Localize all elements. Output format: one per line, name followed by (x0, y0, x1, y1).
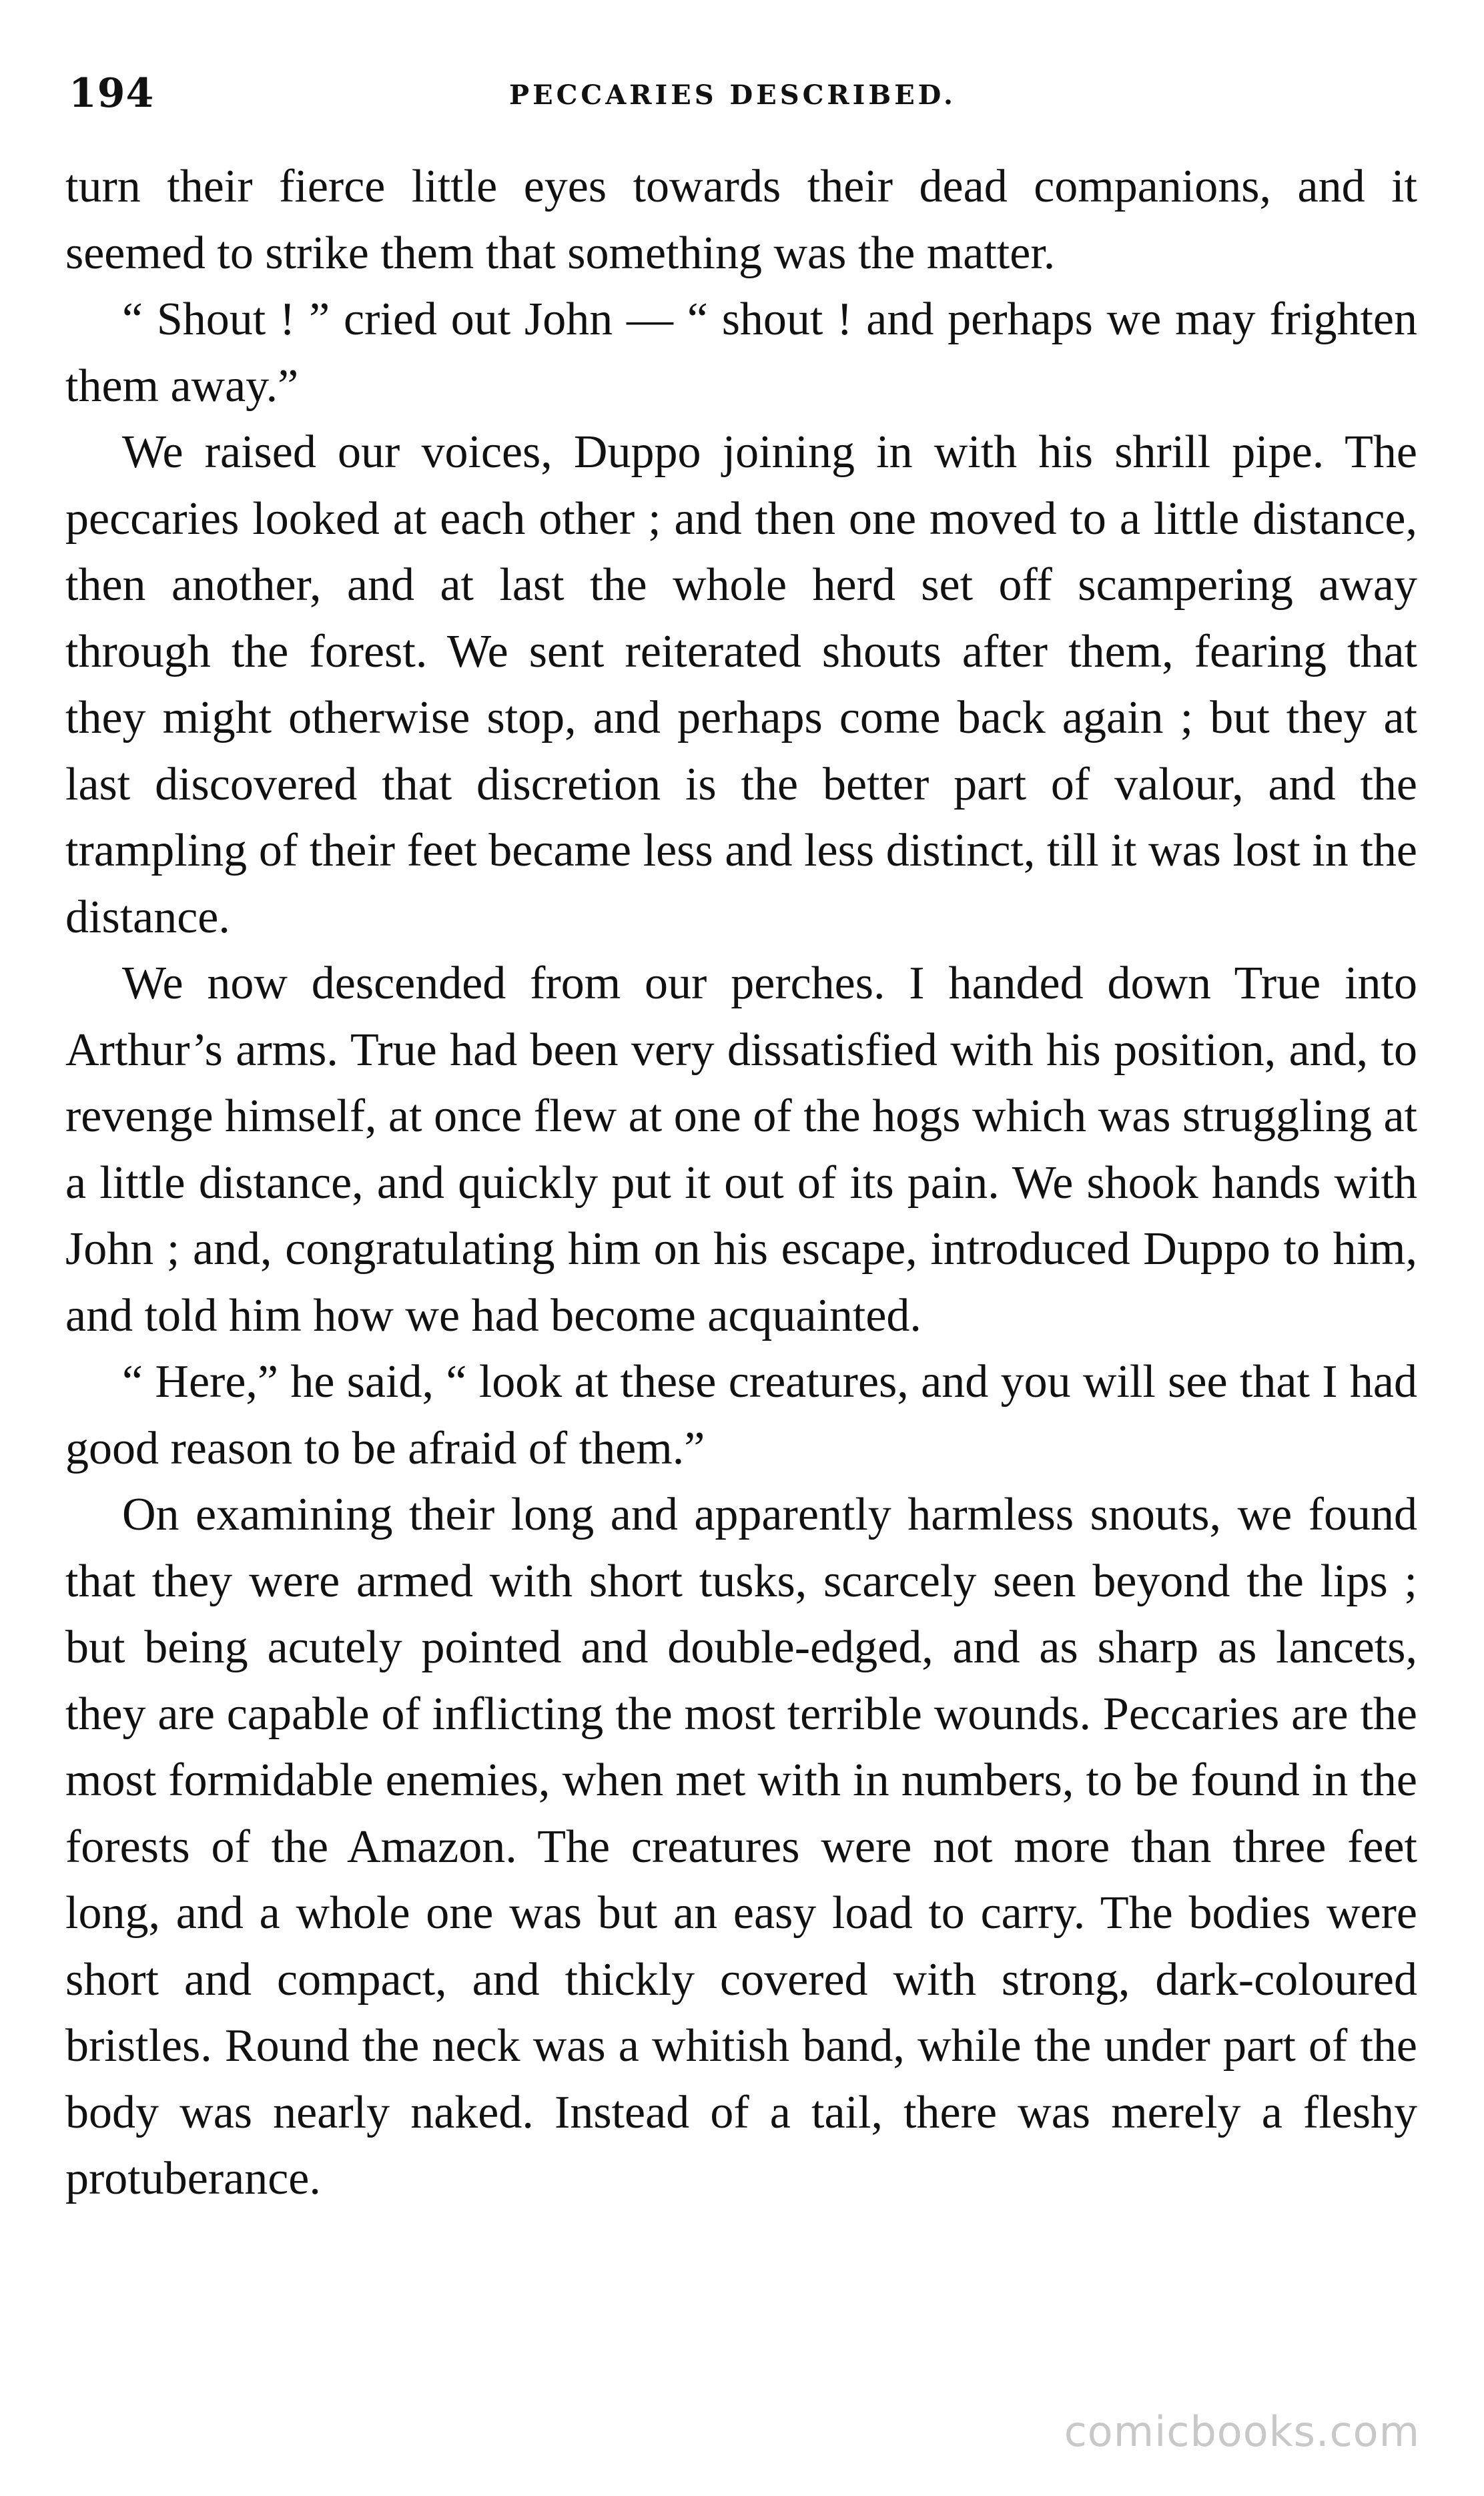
paragraph-examining-snouts: On examining their long and apparently harmless snouts, we found that they were armed with short tusks, scarcely seen beyond the lips ; but being acutely pointed and double-edged, and as sharp as lancets, they are capable of inflicting the most terrible wounds. Peccaries are the most formidable enemies, when met with in numbers, to be found in the forests of the Amazon. The creatures were not more than three feet long, and a whole one was but an easy load to carry. The bodies were short and compact, and thickly covered with strong, dark-coloured bristles. Round the neck was a whitish band, while the under part of the body was nearly naked. Instead of a tail, there was merely a fleshy protuberance. (65, 1489, 1417, 2204)
paragraph-raised-voices: We raised our voices, Duppo joining in with his shrill pipe. The peccaries looked at each other ; and then one moved to a little distance, then another, and at last the whole herd set off scampering away through the forest. We sent reiterated shouts after them, fearing that they might otherwise stop, and perhaps come back again ; but they at last discovered that discretion is the better part of valour, and the trampling of their feet became less and less distinct, till it was lost in the distance. (65, 426, 1417, 943)
paragraph-continuation: turn their fierce little eyes towards their dead companions, and it seemed to strike them that something was the matter. (65, 161, 1417, 279)
body-text (65, 153, 1417, 2212)
running-title: PECCARIES DESCRIBED. (509, 79, 956, 111)
page-number: 194 (69, 70, 155, 117)
paragraph-descended-perches: We now descended from our perches. I handed down True into Arthur’s arms. True had been very dissatisfied with his position, and, to revenge himself, at once flew at one of the hogs which was struggling at a little distance, and quickly put it out of its pain. We shook hands with John ; and, congratulating him on his escape, introduced Duppo to him, and told him how we had become acquainted. (65, 958, 1417, 1341)
running-head (69, 67, 1417, 120)
paragraph-shout-dialogue: “ Shout ! ” cried out John — “ shout ! and perhaps we may frighten them away.” (65, 294, 1417, 412)
watermark: comicbooks.com (1064, 2407, 1420, 2456)
paragraph-here-he-said: “ Here,” he said, “ look at these creatures, and you will see that I had good reason to be afraid of them.” (65, 1356, 1417, 1474)
